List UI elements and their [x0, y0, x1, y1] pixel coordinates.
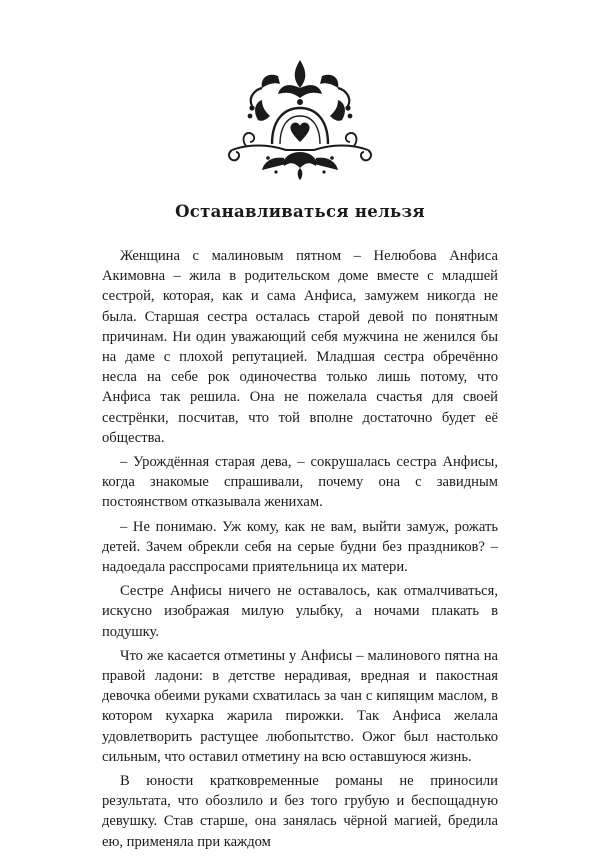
- paragraph: – Не понимаю. Уж кому, как не вам, выйти замуж, рожать детей. Зачем обрекли себя на серые будни без праздников? – надоедала расспросами приятельница их матери.: [102, 518, 498, 576]
- floral-vignette-icon: [228, 58, 372, 180]
- chapter-title: Останавливаться нельзя: [175, 202, 425, 221]
- paragraph: Женщина с малиновым пятном – Нелюбова Анфиса Акимовна – жила в родительском доме вместе с младшей сестрой, которая, как и сама Анфиса, замужем никогда не была. Старшая сестра осталась старой девой по понятным причинам. Ни один уважающий себя мужчина не женился бы на даме с плохой репутацией. Младшая сестра обречённо несла на себе рок одиночества только лишь потому, что Анфиса так решила. Она не пожелала счастья для своей сестрёнки, посчитав, что той вполне достаточно будет её общества.: [102, 248, 498, 446]
- paragraph: – Урождённая старая дева, – сокрушалась сестра Анфисы, когда знакомые спрашивали, почему она с завидным постоянством отказывала женихам.: [102, 454, 498, 511]
- paragraph: В юности кратковременные романы не приносили результата, что обозлило и без того грубую и беспощадную девушку. Став старше, она занялась чёрной магией, бредила ею, применяла при каждом: [102, 773, 498, 850]
- paragraph: Что же касается отметины у Анфисы – малинового пятна на правой ладони: в детстве нерадивая, вредная и пакостная девочка обеими руками схватилась за чан с кипящим маслом, в котором кухарка жарила пирожки. Так Анфиса желала удовлетворить растущее любопытство. Ожог был настолько сильным, что оставил отметину на всю оставшуюся жизнь.: [102, 647, 498, 765]
- chapter-body: [102, 246, 498, 856]
- paragraph: Сестре Анфисы ничего не оставалось, как отмалчиваться, искусно изображая милую улыбку, а ночами плакать в подушку.: [102, 583, 498, 640]
